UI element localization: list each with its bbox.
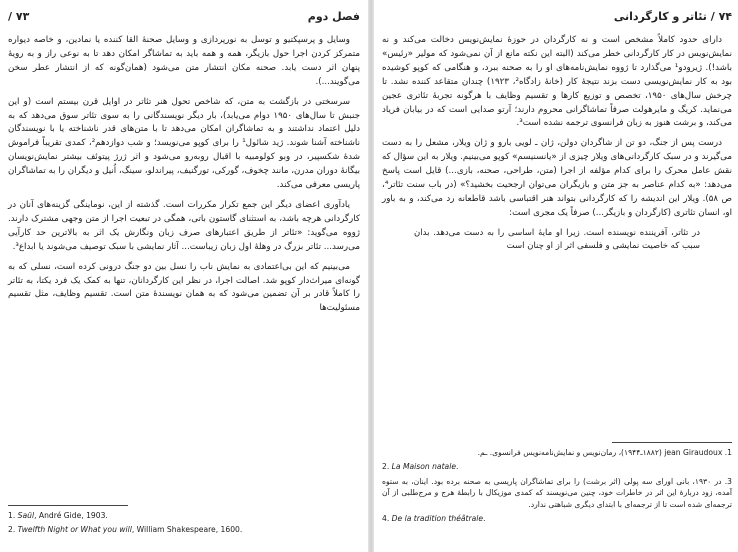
footnote bbox=[382, 461, 732, 472]
left-page-number: ۷۳ / bbox=[8, 10, 30, 23]
right-page-number: ۷۴ / bbox=[710, 10, 732, 23]
footnote-number: 4. bbox=[382, 514, 390, 524]
left-footnotes bbox=[8, 510, 360, 539]
right-page bbox=[382, 0, 732, 552]
footnote-rest: , William Shakespeare, 1600. bbox=[131, 525, 243, 535]
footnote bbox=[8, 524, 360, 535]
footnote bbox=[382, 513, 732, 524]
left-paragraph: سرسختی در بازگشت به متن، که شاخص تحول هنر تئاتر در اوایل قرن بیستم است (و این جنبش تا سال‌های ۱۹۵۰ دوام می‌یابد)، بار دیگر نویسندگانی را به سوی تئاتر سوق می‌دهد که به دلیل اعتماد نداشتند و به تماشاگران امکان می‌دهد تا با متن‌های قدر ناشناخته یا با نویسندگان ناشناخته آشنا شوند. ژید شائول¹ را برای کوپو می‌نویسد؛ و شب دوازدهم²، کمدی تقریباً فراموش شدهٔ شکسپیر، در وبو کولومبیه با اقبال روبه‌رو می‌شود و اثر ژرژ پیتوئف بیشتر نمایش‌نویسان بیگانهٔ دوران مدرن، مانند چخوف، گورکی، تورگنیف، پیراندلو، سینگ، اُنیل و دیگران را به تماشاگران پاریسی معرفی می‌کند. bbox=[8, 96, 361, 191]
left-chapter-title: فصل دوم bbox=[307, 10, 360, 23]
book-spine bbox=[368, 0, 374, 552]
footnote-number: 2. bbox=[8, 525, 16, 535]
footnote-number: 1. bbox=[8, 511, 16, 520]
footnote-rest: . bbox=[456, 462, 459, 472]
footnote bbox=[8, 510, 360, 521]
footnote-title: Twelfth Night or What you will bbox=[17, 525, 132, 535]
left-paragraph: می‌بینیم که این بی‌اعتمادی به نمایش ناب را نسل بین دو جنگ درونی کرده است، نسلی که به گونه‌ای میراث‌دار کوپو شد. اصالت اجرا، در نظر این کارگردانان، تنها به کمک یک فرد یکتا، به تئاتر را کاملاً قادر بر آن تضمین می‌شود که به همان نویسندهٔ متن است. تقسیم وظایف، مثل تقسیم مسئولیت‌ها bbox=[8, 261, 360, 314]
left-body-text bbox=[8, 34, 360, 316]
footnote-rest: , André Gide, 1903. bbox=[34, 511, 108, 520]
right-page-number-and-title bbox=[614, 10, 732, 23]
block-quote: در تئاتر، آفریننده نویسنده است. زیرا او مایهٔ اساسی را به دست می‌دهد. بدان سبب که خاصیت نمایشی و فلسفی اثر از او چنان است bbox=[414, 227, 700, 252]
left-page-header bbox=[8, 10, 360, 26]
left-page bbox=[8, 0, 360, 552]
footnote-title: La Maison natale bbox=[391, 462, 456, 472]
right-footnote-rule bbox=[612, 442, 732, 443]
left-paragraph: یادآوری اعضای دیگر این جمع تکرار مکررات است. گذشته از این، نوماینگی گزینه‌های آنان در کارگردانی هرچه باشد، به استثنای گاستون باتی، همگی در تبعیت اجرا از متن وجهی مشترک دارند. ژووه می‌گوید: «تئاتر از طریق اعتبارهای صرف زبان ونگارش یک اثر به بالاترین حد کارآیی می‌رسد... تئاتر بزرگ در وهلهٔ اول زبان زیباست... آثار نمایشی با سبک توصیف می‌شوند یا ابداع³. bbox=[8, 199, 360, 252]
footnote: 1. jean Giraudoux (۱۸۸۲ـ۱۹۴۴)، رمان‌نویس و نمایش‌نامه‌نویس فرانسوی. ـم. bbox=[477, 448, 732, 457]
right-footnotes bbox=[382, 447, 732, 527]
footnote-title: De la tradition théâtrale bbox=[391, 514, 484, 524]
footnote-number: 2. bbox=[382, 462, 390, 472]
right-paragraph: درست پس از جنگ، دو تن از شاگردان دولن، ژان ـ لویی بارو و ژان ویلار، مشعل را به دست می‌گیرند و در سبک کارگردانی‌های ویلار چیزی از «یانسنیسم» کوپو می‌بینیم. ویلار به این سؤال که نقش عامل محرک را برای کدام مؤلفه از اجرا (متن، طراحی، صحنه، بازی...) قایل است پاسخ می‌دهد: «به کدام عناصر به جز متن و بازیگران می‌توان ارجحیت بخشید؟» (در باب سنت تئاتر⁴، ص ۵۸). ویلار این اندیشه را که کارگردانی بتواند هنر اقتباسی باشد قاطعانه رد می‌کند، و به باور او، انسان تئاتری (کارگردان و بازیگر...) صرفاً یک مجری است: bbox=[382, 138, 732, 218]
right-body-text bbox=[382, 34, 732, 254]
right-page-header bbox=[382, 10, 732, 26]
footnote-rest: . bbox=[483, 514, 486, 524]
right-chapter-title: تئاتر و کارگردانی bbox=[613, 10, 707, 23]
footnote: 3. در ۱۹۳۰، بانی اورای سه پولی (اثر برشت) را برای تماشاگران پاریسی به صحنه برده بود. اینان، به ستوه آمده، زود دربارهٔ این اثر در خاطرات خود، چنین می‌نویسند که کمدی موزیکال با رابطهٔ هرج و مرج‌طلبی از آن ترجمه‌ای شده است تا از ترجمه‌ای با ابتدای دیگری شباهتی ندارد. bbox=[382, 476, 732, 509]
left-footnote-rule bbox=[8, 505, 128, 506]
left-paragraph: وسایل و پرسپکتیو و توسل به نورپردازی و وسایل صحنهٔ القا کننده یا نمادین، و خاصه دیواره متمرکز کردن اجرا حول بازیگر، همه و همه باید به تماشاگر امکان دهد تا به نوعی راز و به رویهٔ پنهان اثر دست یابد. صحنه مکان انتشار متن می‌شود (همان‌گونه که از انتشار عطر سخن می‌گویند...). bbox=[8, 35, 360, 87]
footnote-title: Saül bbox=[17, 511, 35, 520]
right-paragraph: دارای حدود کاملاً مشخص است و نه کارگردان در حوزهٔ نمایش‌نویس دخالت می‌کند و نه نمایش‌نویس در کار کارگردانی خطر می‌کند (البته این نکته مانع از آن نمی‌شود که مولیر «رئیس» باشد!). ژیرودو¹ می‌گذارد تا ژووه نمایش‌نامه‌های او را به صحنه ببرد، و هنگامی که کوپو کوشیده بود به کار نمایش‌نویسی دست بزند نتیجهٔ کار (خانهٔ زادگاه²، ۱۹۲۳) چندان متقاعد کننده نشد. تا چرخش سال‌های ۱۹۵۰، تخصص و توزیع کارها و تقسیم وظایف با هرگونه تجربهٔ تئاتری عجین می‌نماید. کریگ و مایرهولت صرفاً تماشاگرانی محروم دارند؛ آرتو صدایی است که در بیابان فریاد می‌کند، و برشت هنوز به زبان فرانسوی ترجمه نشده است³. bbox=[382, 35, 732, 129]
